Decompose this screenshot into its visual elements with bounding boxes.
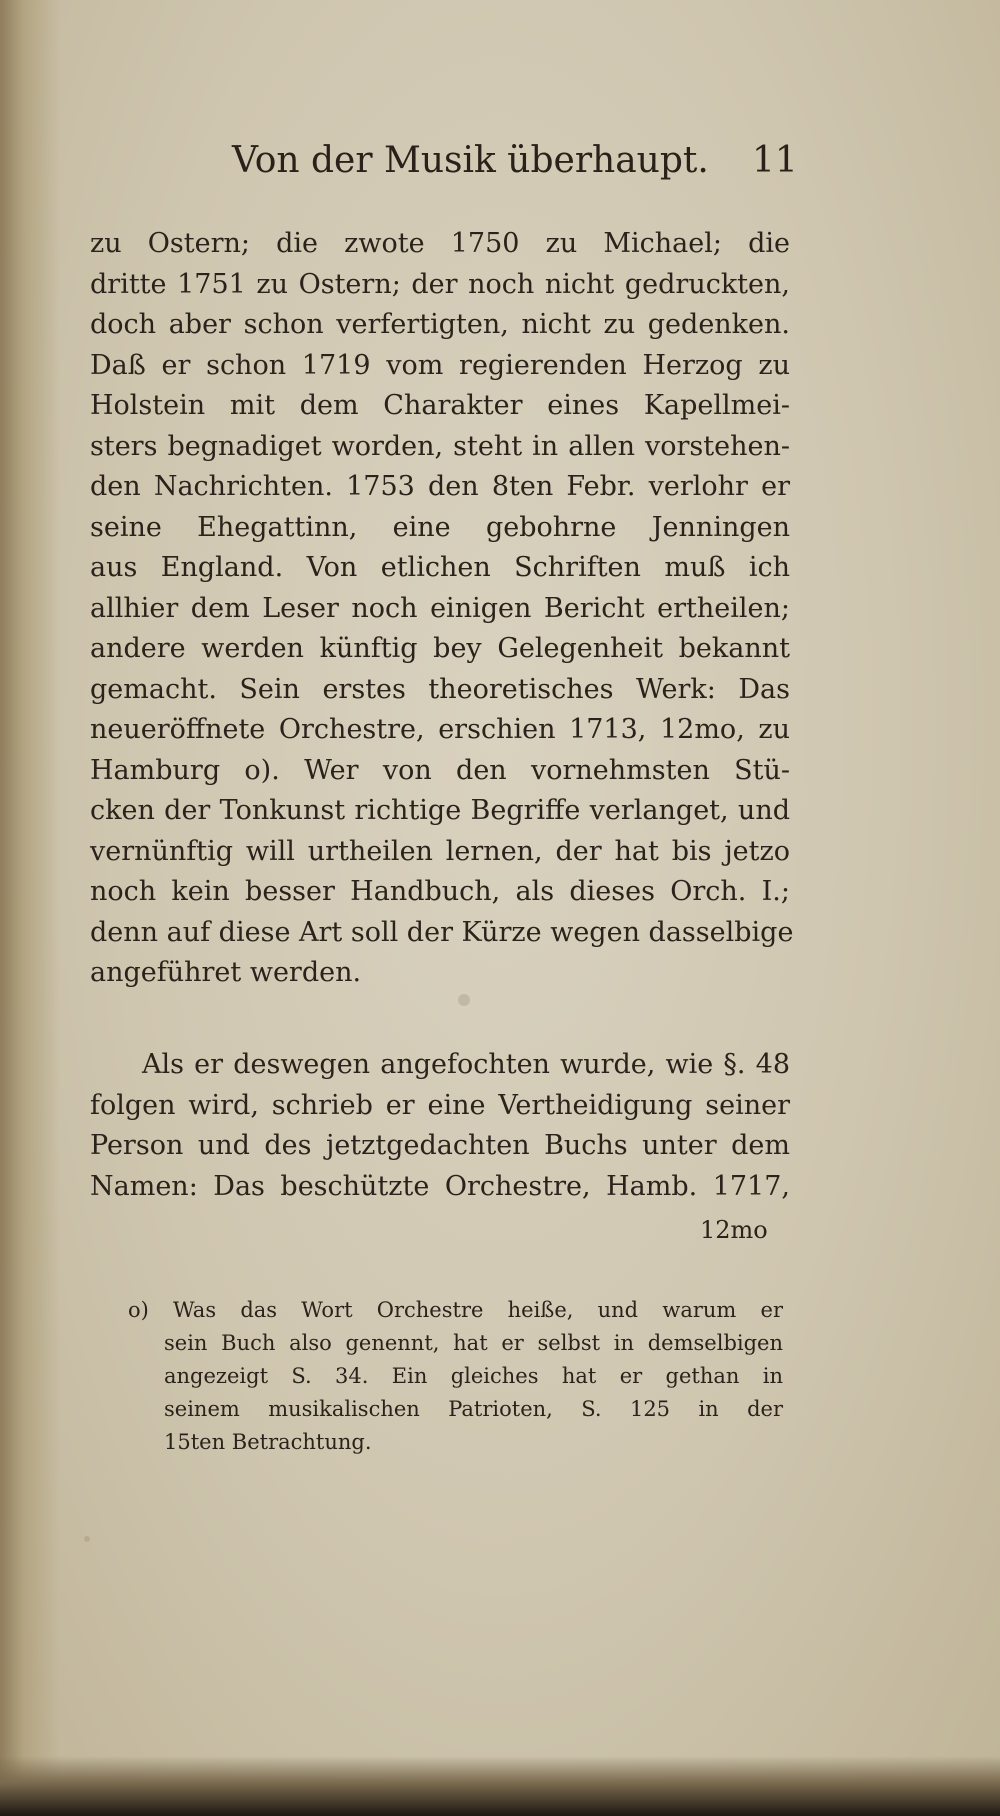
page-header: [0, 140, 1000, 190]
text-line: neueröffnete Orchestre, erschien 1713, 12mo, zu: [90, 714, 790, 745]
text-line: angeführet werden.: [90, 957, 362, 988]
text-line: denn auf diese Art soll der Kürze wegen dasselbige: [90, 916, 794, 948]
text-line: den Nachrichten. 1753 den 8ten Febr. verlohr er: [90, 471, 790, 502]
footnote-line: seinem musikalischen Patrioten, S. 125 in der: [164, 1397, 783, 1421]
text-line: gemacht. Sein erstes theoretisches Werk: Das: [90, 673, 790, 705]
text-line: zu Ostern; die zwote 1750 zu Michael; die: [90, 228, 790, 259]
text-line: Person und des jetztgedachten Buchs unter dem: [90, 1130, 790, 1161]
page-number: 11: [752, 140, 798, 181]
text-line: Hamburg o). Wer von den vornehmsten Stü-: [90, 754, 790, 786]
text-line: dritte 1751 zu Ostern; der noch nicht gedruckten,: [90, 268, 790, 300]
text-line: Als er deswegen angefochten wurde, wie §. 48: [142, 1049, 790, 1080]
footnote-line: sein Buch also genennt, hat er selbst in demselbigen: [164, 1331, 783, 1355]
text-line: folgen wird, schrieb er eine Vertheidigung seiner: [90, 1089, 790, 1121]
catchword: 12mo: [700, 1216, 768, 1244]
text-line: noch kein besser Handbuch, als dieses Orch. I.;: [90, 876, 790, 907]
page-bottom-edge: [0, 1756, 1000, 1816]
text-line: sters begnadiget worden, steht in allen vorstehen-: [90, 430, 790, 462]
paragraph-2: [90, 1045, 790, 1207]
paragraph-1: [90, 224, 794, 994]
text-line: doch aber schon verfertigten, nicht zu gedenken.: [90, 309, 790, 340]
text-line: andere werden künftig bey Gelegenheit bekannt: [90, 633, 790, 664]
text-line: aus England. Von etlichen Schriften muß ich: [90, 552, 790, 583]
text-line: Holstein mit dem Charakter eines Kapellmei-: [90, 390, 790, 421]
text-line: allhier dem Leser noch einigen Bericht ertheilen;: [90, 592, 790, 624]
footnote: [128, 1294, 783, 1459]
footnote-line: 15ten Betrachtung.: [164, 1430, 372, 1454]
text-line: cken der Tonkunst richtige Begriffe verlanget, und: [90, 795, 790, 826]
binding-shadow: [0, 0, 60, 1816]
footnote-line: angezeigt S. 34. Ein gleiches hat er gethan in: [164, 1364, 783, 1388]
footnote-line: o) Was das Wort Orchestre heiße, und warum er: [128, 1298, 783, 1322]
text-line: vernünftig will urtheilen lernen, der hat bis jetzo: [90, 835, 790, 867]
running-head: Von der Musik überhaupt.: [232, 140, 709, 181]
text-line: Namen: Das beschützte Orchestre, Hamb. 1717,: [90, 1170, 790, 1202]
ink-spot: [458, 994, 470, 1006]
text-line: Daß er schon 1719 vom regierenden Herzog zu: [90, 349, 790, 381]
text-line: seine Ehegattinn, eine gebohrne Jenningen: [90, 511, 790, 543]
paper-speck: [84, 1536, 90, 1542]
